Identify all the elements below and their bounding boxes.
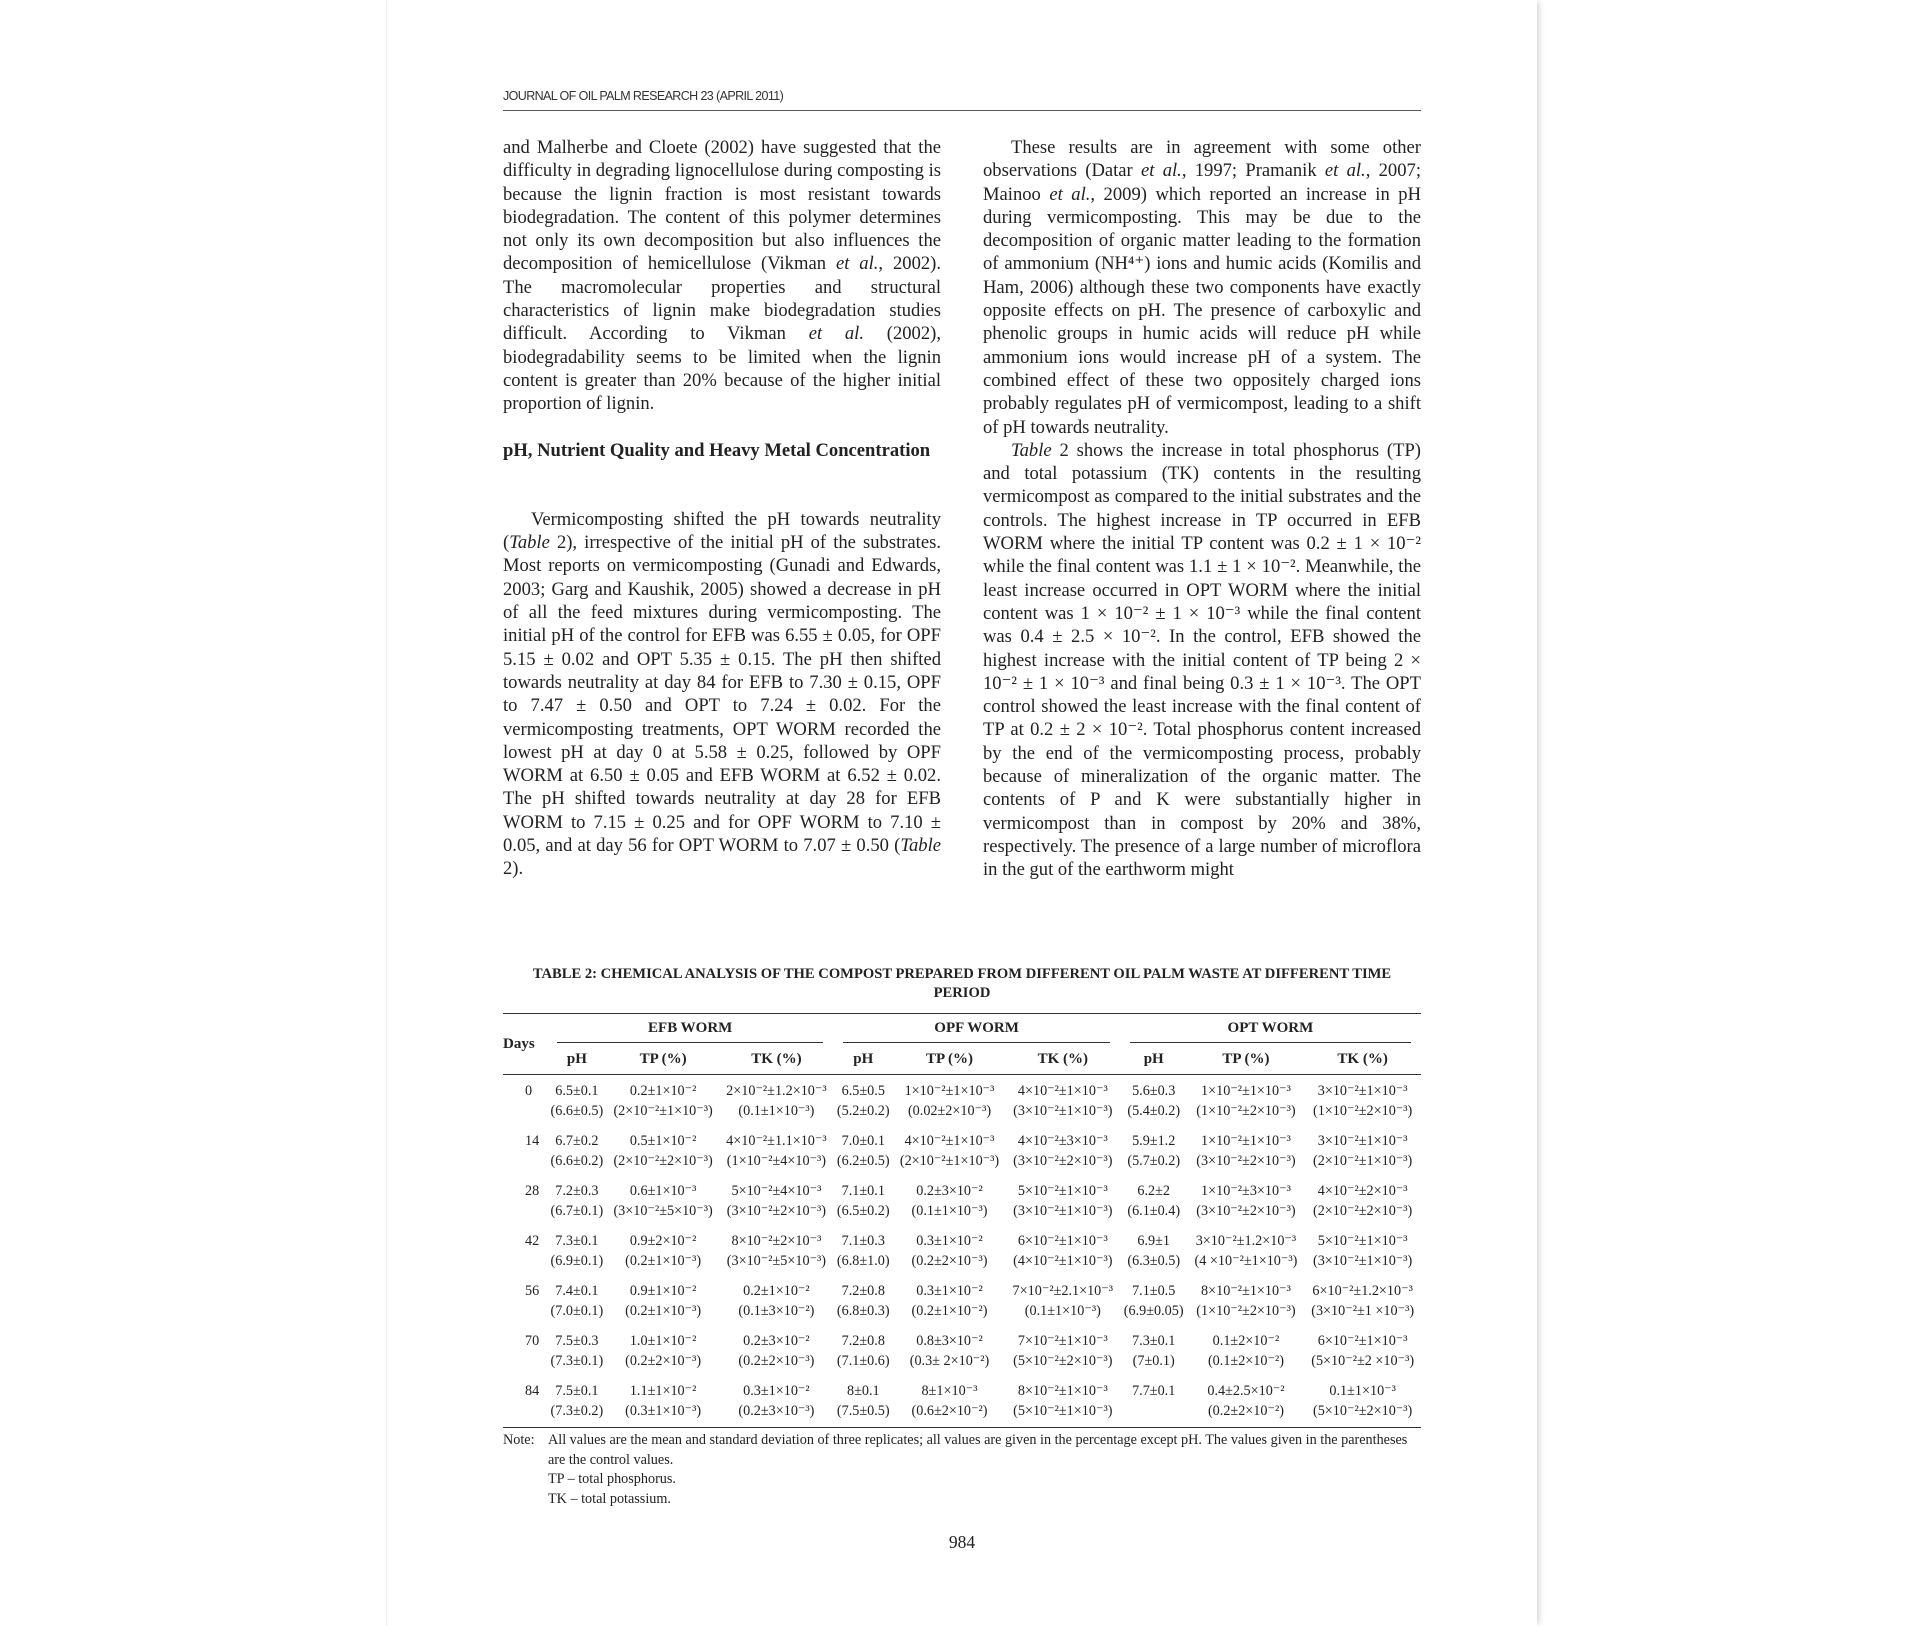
- control-value: (5.7±0.2): [1127, 1153, 1181, 1169]
- treatment-value: 0.2±1×10⁻²: [629, 1083, 697, 1099]
- control-value: (0.3±1×10⁻³): [625, 1403, 702, 1419]
- control-value: (5×10⁻²±2×10⁻³): [1312, 1403, 1413, 1419]
- treatment-value: 6.2±2: [1137, 1183, 1171, 1199]
- treatment-value: 0.2±3×10⁻²: [743, 1333, 810, 1349]
- treatment-value: 7.2±0.3: [555, 1183, 599, 1199]
- treatment-value: 0.9±1×10⁻²: [629, 1283, 697, 1299]
- control-value: (0.2±2×10⁻³): [738, 1353, 815, 1369]
- treatment-value: 0.1±1×10⁻³: [1329, 1383, 1396, 1399]
- table-sub-header-row: [503, 1044, 1421, 1075]
- group-header-opt: OPT WORM: [1120, 1014, 1421, 1045]
- table-group-header-row: [503, 1014, 1421, 1045]
- treatment-value: 7.2±0.8: [841, 1283, 885, 1299]
- control-value: (6.6±0.2): [550, 1153, 604, 1169]
- treatment-value: 1×10⁻²±1×10⁻³: [1201, 1083, 1291, 1099]
- value-cell: [607, 1281, 720, 1331]
- control-value: (0.2±2×10⁻³): [625, 1353, 702, 1369]
- control-value: (7.5±0.5): [836, 1403, 890, 1419]
- value-cell: [1120, 1381, 1188, 1428]
- value-cell: [1120, 1075, 1188, 1132]
- table-body: [503, 1075, 1421, 1428]
- control-value: (0.1±1×10⁻³): [911, 1203, 988, 1219]
- page-number: 984: [948, 1532, 976, 1552]
- value-cell: [547, 1075, 607, 1132]
- control-value: (3×10⁻²±1×10⁻³): [1312, 1253, 1413, 1269]
- treatment-value: 0.2±1×10⁻²: [743, 1283, 810, 1299]
- paragraph-lignin: and Malherbe and Cloete (2002) have suggested that the difficulty in degrading lignocellulose during composting is because the lignin fraction is most resistant towards biodegradation. The content of this polymer determines not only its own decomposition but also influences the decomposition of hemicellulose (Vikman et al., 2002). The macromolecular properties and structural characteristics of lignin make biodegradation studies difficult. According to Vikman et al. (2002), biodegradability seems to be limited when the lignin content is greater than 20% because of the higher initial proportion of lignin.: [503, 137, 942, 415]
- group-header-efb: EFB WORM: [547, 1014, 833, 1045]
- control-value: (6.3±0.5): [1127, 1253, 1181, 1269]
- value-cell: [1006, 1181, 1120, 1231]
- control-value: (3×10⁻²±5×10⁻³): [726, 1253, 827, 1269]
- treatment-value: 6×10⁻²±1×10⁻³: [1017, 1233, 1108, 1249]
- value-cell: [893, 1331, 1006, 1381]
- value-cell: [1120, 1281, 1188, 1331]
- value-cell: [547, 1181, 607, 1231]
- control-value: (2×10⁻²±1×10⁻³): [613, 1103, 713, 1119]
- value-cell: [607, 1231, 720, 1281]
- table-note: [503, 1431, 1421, 1509]
- control-value: (1×10⁻²±2×10⁻³): [1196, 1303, 1296, 1319]
- control-value: (7.0±0.1): [550, 1303, 604, 1319]
- treatment-value: 3×10⁻²±1×10⁻³: [1317, 1133, 1408, 1149]
- control-value: (0.1±1×10⁻³): [1024, 1303, 1101, 1319]
- value-cell: [1188, 1281, 1305, 1331]
- control-value: (0.2±3×10⁻³): [738, 1403, 815, 1419]
- treatment-value: 6×10⁻²±1×10⁻³: [1317, 1333, 1408, 1349]
- treatment-value: 1×10⁻²±3×10⁻³: [1201, 1183, 1291, 1199]
- col-header-tk: TK (%): [751, 1050, 802, 1067]
- value-cell: [1188, 1181, 1305, 1231]
- treatment-value: 2×10⁻²±1.2×10⁻³: [726, 1083, 827, 1099]
- control-value: (0.3± 2×10⁻²): [909, 1353, 990, 1369]
- value-cell: [1120, 1181, 1188, 1231]
- control-value: [1120, 1401, 1188, 1421]
- treatment-value: 3×10⁻²±1×10⁻³: [1317, 1083, 1408, 1099]
- control-value: (0.1±1×10⁻³): [738, 1103, 815, 1119]
- value-cell: [1304, 1231, 1421, 1281]
- control-value: (6.8±1.0): [836, 1253, 890, 1269]
- value-cell: [1188, 1381, 1305, 1428]
- value-cell: [893, 1231, 1006, 1281]
- value-cell: [893, 1281, 1006, 1331]
- treatment-value: 5×10⁻²±1×10⁻³: [1017, 1183, 1108, 1199]
- value-cell: [833, 1075, 893, 1132]
- value-cell: [547, 1281, 607, 1331]
- control-value: (5×10⁻²±2 ×10⁻³): [1311, 1353, 1415, 1369]
- value-cell: [893, 1181, 1006, 1231]
- treatment-value: 8±1×10⁻³: [921, 1383, 978, 1399]
- treatment-value: 8×10⁻²±1×10⁻³: [1201, 1283, 1291, 1299]
- day-cell: 42: [525, 1233, 540, 1249]
- paragraph-agreement: These results are in agreement with some other observations (Datar et al., 1997; Pramanik et al., 2007; Mainoo et al., 2009) which reported an increase in pH during vermicomposting. This may be due to the decomposition of organic matter leading to the formation of ammonium (NH⁴⁺) ions and humic acids (Komilis and Ham, 2006) although these two components have exactly opposite effects on pH. The presence of carboxylic and phenolic groups in humic acids will reduce pH while ammonium ions would increase pH of a system. The combined effect of these two oppositely charged ions probably regulates pH of vermicompost, leading to a shift of pH towards neutrality.: [983, 137, 1422, 438]
- value-cell: [1304, 1381, 1421, 1428]
- day-cell: 0: [525, 1083, 533, 1099]
- control-value: (5×10⁻²±1×10⁻³): [1013, 1403, 1113, 1419]
- day-cell: 70: [525, 1333, 540, 1349]
- col-header-tk: TK (%): [1337, 1050, 1388, 1067]
- treatment-value: 4×10⁻²±1×10⁻³: [1017, 1083, 1108, 1099]
- treatment-value: 0.4±2.5×10⁻²: [1207, 1383, 1285, 1399]
- day-cell: 28: [525, 1183, 540, 1199]
- document-page: [386, 0, 1537, 1626]
- treatment-value: 1×10⁻²±1×10⁻³: [904, 1083, 995, 1099]
- value-cell: [893, 1075, 1006, 1132]
- value-cell: [1120, 1131, 1188, 1181]
- treatment-value: 8×10⁻²±2×10⁻³: [731, 1233, 822, 1249]
- value-cell: [1304, 1331, 1421, 1381]
- chemical-analysis-table: [503, 1013, 1421, 1428]
- table-row: [503, 1231, 1421, 1281]
- control-value: (1×10⁻²±2×10⁻³): [1312, 1103, 1413, 1119]
- value-cell: [719, 1181, 833, 1231]
- table-container: [503, 1013, 1421, 1428]
- control-value: (4 ×10⁻²±1×10⁻³): [1194, 1253, 1298, 1269]
- value-cell: [1304, 1181, 1421, 1231]
- value-cell: [547, 1231, 607, 1281]
- value-cell: [1006, 1231, 1120, 1281]
- treatment-value: 5.9±1.2: [1132, 1133, 1176, 1149]
- control-value: (6.1±0.4): [1127, 1203, 1181, 1219]
- control-value: (3×10⁻²±1 ×10⁻³): [1311, 1303, 1415, 1319]
- value-cell: [1120, 1231, 1188, 1281]
- value-cell: [833, 1231, 893, 1281]
- note-label: Note:: [503, 1432, 535, 1448]
- control-value: (6.5±0.2): [836, 1203, 890, 1219]
- control-value: (0.2±2×10⁻²): [1207, 1403, 1284, 1419]
- control-value: (1×10⁻²±2×10⁻³): [1196, 1103, 1296, 1119]
- treatment-value: 6.7±0.2: [555, 1133, 599, 1149]
- control-value: (2×10⁻²±1×10⁻³): [899, 1153, 1000, 1169]
- value-cell: [1006, 1075, 1120, 1132]
- control-value: (0.2±2×10⁻³): [911, 1253, 988, 1269]
- treatment-value: 0.2±3×10⁻²: [916, 1183, 983, 1199]
- value-cell: [719, 1281, 833, 1331]
- treatment-value: 1.1±1×10⁻²: [629, 1383, 697, 1399]
- left-column: [503, 136, 941, 881]
- treatment-value: 6.9±1: [1137, 1233, 1171, 1249]
- value-cell: [833, 1331, 893, 1381]
- control-value: (3×10⁻²±1×10⁻³): [1013, 1103, 1113, 1119]
- value-cell: [833, 1131, 893, 1181]
- control-value: (7.3±0.1): [550, 1353, 604, 1369]
- treatment-value: 7.1±0.1: [841, 1183, 885, 1199]
- control-value: (3×10⁻²±2×10⁻³): [726, 1203, 827, 1219]
- control-value: (3×10⁻²±1×10⁻³): [1013, 1203, 1113, 1219]
- value-cell: [719, 1131, 833, 1181]
- treatment-value: 7.2±0.8: [841, 1333, 885, 1349]
- control-value: (3×10⁻²±2×10⁻³): [1196, 1153, 1296, 1169]
- value-cell: [1120, 1331, 1188, 1381]
- treatment-value: 6.5±0.1: [555, 1083, 599, 1099]
- value-cell: [1188, 1131, 1305, 1181]
- value-cell: [719, 1381, 833, 1428]
- paragraph-phosphorus: Table 2 shows the increase in total phosphorus (TP) and total potassium (TK) contents in the resulting vermicompost as compared to the initial substrates and the controls. The highest increase in TP occurred in EFB WORM where the initial TP content was 0.2 ± 1 × 10⁻² while the final content was 1.1 ± 1 × 10⁻². Meanwhile, the least increase occurred in OPT WORM where the initial content was 1 × 10⁻² ± 1 × 10⁻³ while the final content was 0.4 ± 2.5 × 10⁻². In the control, EFB showed the highest increase with the initial content of TP being 2 × 10⁻² ± 1 × 10⁻³ and final being 0.3 ± 1 × 10⁻³. The OPT control showed the least increase with the final content of TP at 0.2 ± 2 × 10⁻². Total phosphorus content increased by the end of the vermicomposting process, probably because of mineralization of the organic matter. The contents of P and K were substantially higher in vermicompost than in compost by 20% and 38%, respectively. The presence of a large number of microflora in the gut of the earthworm might: [983, 439, 1421, 881]
- table-row: [503, 1331, 1421, 1381]
- value-cell: [607, 1075, 720, 1132]
- table-row: [503, 1181, 1421, 1231]
- note-line: All values are the mean and standard deviation of three replicates; all values are given in the percentage except pH. The values given in the parentheses are the control values.: [548, 1432, 1408, 1468]
- value-cell: [719, 1331, 833, 1381]
- running-head: JOURNAL OF OIL PALM RESEARCH 23 (APRIL 2011): [503, 89, 1421, 111]
- treatment-value: 5×10⁻²±4×10⁻³: [731, 1183, 822, 1199]
- value-cell: [547, 1331, 607, 1381]
- control-value: (0.2±1×10⁻²): [911, 1303, 988, 1319]
- value-cell: [607, 1131, 720, 1181]
- treatment-value: 8±0.1: [846, 1383, 880, 1399]
- treatment-value: 7.3±0.1: [555, 1233, 599, 1249]
- treatment-value: 0.3±1×10⁻²: [916, 1283, 983, 1299]
- treatment-value: 0.6±1×10⁻³: [629, 1183, 697, 1199]
- treatment-value: 5.6±0.3: [1132, 1083, 1176, 1099]
- col-header-tp: TP (%): [639, 1050, 687, 1067]
- treatment-value: 7×10⁻²±2.1×10⁻³: [1012, 1283, 1114, 1299]
- treatment-value: 1.0±1×10⁻²: [629, 1333, 697, 1349]
- control-value: (0.6±2×10⁻²): [911, 1403, 988, 1419]
- day-cell: 56: [525, 1283, 540, 1299]
- value-cell: [1188, 1075, 1305, 1132]
- col-header-ph: pH: [1143, 1050, 1164, 1067]
- value-cell: [833, 1281, 893, 1331]
- treatment-value: 7.0±0.1: [841, 1133, 885, 1149]
- value-cell: [607, 1381, 720, 1428]
- table-row: [503, 1281, 1421, 1331]
- table-row: [503, 1381, 1421, 1428]
- section-heading: pH, Nutrient Quality and Heavy Metal Concentration: [503, 439, 931, 461]
- group-header-opf: OPF WORM: [833, 1014, 1119, 1045]
- control-value: (6.6±0.5): [550, 1103, 604, 1119]
- treatment-value: 7.1±0.3: [841, 1233, 885, 1249]
- right-column: [983, 136, 1421, 882]
- table-row: [503, 1075, 1421, 1132]
- value-cell: [1304, 1131, 1421, 1181]
- control-value: (6.9±0.1): [550, 1253, 604, 1269]
- control-value: (5.4±0.2): [1127, 1103, 1181, 1119]
- treatment-value: 0.8±3×10⁻²: [916, 1333, 983, 1349]
- control-value: (6.2±0.5): [836, 1153, 890, 1169]
- col-header-ph: pH: [853, 1050, 874, 1067]
- table-row: [503, 1131, 1421, 1181]
- treatment-value: 0.9±2×10⁻²: [629, 1233, 697, 1249]
- value-cell: [547, 1131, 607, 1181]
- col-header-tp: TP (%): [925, 1050, 974, 1067]
- control-value: (7±0.1): [1132, 1353, 1175, 1369]
- day-cell: 84: [525, 1383, 540, 1399]
- control-value: (5.2±0.2): [836, 1103, 890, 1119]
- paragraph-ph: Vermicomposting shifted the pH towards neutrality (Table 2), irrespective of the initial pH of the substrates. Most reports on vermicomposting (Gunadi and Edwards, 2003; Garg and Kaushik, 2005) showed a decrease in pH of all the feed mixtures during vermicomposting. The initial pH of the control for EFB was 6.55 ± 0.05, for OPF 5.15 ± 0.02 and OPT 5.35 ± 0.15. The pH then shifted towards neutrality at day 84 for EFB to 7.30 ± 0.15, OPF to 7.47 ± 0.50 and OPT to 7.24 ± 0.02. For the vermicomposting treatments, OPT WORM recorded the lowest pH at day 0 at 5.58 ± 0.25, followed by OPF WORM at 6.50 ± 0.05 and EFB WORM at 6.52 ± 0.02. The pH shifted towards neutrality at day 28 for EFB WORM to 7.15 ± 0.25 and for OPF WORM to 7.10 ± 0.05, and at day 56 for OPT WORM to 7.07 ± 0.50 (Table 2).: [503, 508, 941, 880]
- value-cell: [1188, 1331, 1305, 1381]
- value-cell: [607, 1331, 720, 1381]
- value-cell: [1006, 1331, 1120, 1381]
- treatment-value: 4×10⁻²±1×10⁻³: [904, 1133, 995, 1149]
- spacer: [503, 485, 941, 508]
- day-cell: 14: [525, 1133, 540, 1149]
- control-value: (7.3±0.2): [550, 1403, 604, 1419]
- control-value: (5×10⁻²±2×10⁻³): [1013, 1353, 1113, 1369]
- table-title: TABLE 2: CHEMICAL ANALYSIS OF THE COMPOST PREPARED FROM DIFFERENT OIL PALM WASTE AT DIFFERENT TIME PERIOD: [532, 966, 1392, 1001]
- treatment-value: 4×10⁻²±1.1×10⁻³: [726, 1133, 827, 1149]
- days-header: Days: [503, 1035, 535, 1052]
- treatment-value: 7.5±0.3: [555, 1333, 599, 1349]
- control-value: (3×10⁻²±2×10⁻³): [1196, 1203, 1296, 1219]
- value-cell: [547, 1381, 607, 1428]
- treatment-value: 0.5±1×10⁻²: [629, 1133, 697, 1149]
- treatment-value: 0.1±2×10⁻²: [1212, 1333, 1280, 1349]
- col-header-tk: TK (%): [1037, 1050, 1088, 1067]
- note-line: TP – total phosphorus.: [548, 1471, 676, 1487]
- value-cell: [833, 1381, 893, 1428]
- control-value: (1×10⁻²±4×10⁻³): [726, 1153, 827, 1169]
- control-value: (3×10⁻²±2×10⁻³): [1013, 1153, 1113, 1169]
- control-value: (0.2±1×10⁻³): [625, 1253, 702, 1269]
- treatment-value: 8×10⁻²±1×10⁻³: [1017, 1383, 1108, 1399]
- value-cell: [719, 1231, 833, 1281]
- value-cell: [719, 1075, 833, 1132]
- treatment-value: 1×10⁻²±1×10⁻³: [1201, 1133, 1291, 1149]
- value-cell: [893, 1131, 1006, 1181]
- value-cell: [1006, 1281, 1120, 1331]
- value-cell: [607, 1181, 720, 1231]
- note-line: TK – total potassium.: [548, 1490, 671, 1507]
- treatment-value: 7.7±0.1: [1132, 1383, 1176, 1399]
- value-cell: [1304, 1075, 1421, 1132]
- treatment-value: 7.1±0.5: [1132, 1283, 1176, 1299]
- treatment-value: 5×10⁻²±1×10⁻³: [1317, 1233, 1408, 1249]
- value-cell: [893, 1381, 1006, 1428]
- control-value: (6.8±0.3): [836, 1303, 890, 1319]
- control-value: (4×10⁻²±1×10⁻³): [1013, 1253, 1113, 1269]
- treatment-value: 7×10⁻²±1×10⁻³: [1017, 1333, 1108, 1349]
- value-cell: [833, 1181, 893, 1231]
- control-value: (2×10⁻²±1×10⁻³): [1312, 1153, 1413, 1169]
- note-body: [548, 1431, 1421, 1509]
- value-cell: [1188, 1231, 1305, 1281]
- treatment-value: 0.3±1×10⁻²: [916, 1233, 983, 1249]
- value-cell: [1304, 1281, 1421, 1331]
- control-value: (7.1±0.6): [836, 1353, 890, 1369]
- value-cell: [1006, 1381, 1120, 1428]
- control-value: (3×10⁻²±5×10⁻³): [613, 1203, 713, 1219]
- control-value: (0.2±1×10⁻³): [625, 1303, 702, 1319]
- control-value: (0.02±2×10⁻³): [907, 1103, 992, 1119]
- treatment-value: 4×10⁻²±3×10⁻³: [1017, 1133, 1108, 1149]
- control-value: (6.7±0.1): [550, 1203, 604, 1219]
- control-value: (2×10⁻²±2×10⁻³): [1312, 1203, 1413, 1219]
- treatment-value: 7.4±0.1: [555, 1283, 599, 1299]
- treatment-value: 7.5±0.1: [555, 1383, 599, 1399]
- control-value: (0.1±2×10⁻²): [1207, 1353, 1284, 1369]
- control-value: (2×10⁻²±2×10⁻³): [613, 1153, 713, 1169]
- control-value: (6.9±0.05): [1123, 1303, 1184, 1319]
- treatment-value: 7.3±0.1: [1132, 1333, 1176, 1349]
- value-cell: [1006, 1131, 1120, 1181]
- treatment-value: 4×10⁻²±2×10⁻³: [1317, 1183, 1408, 1199]
- treatment-value: 6.5±0.5: [841, 1083, 885, 1099]
- col-header-tp: TP (%): [1222, 1050, 1270, 1067]
- treatment-value: 0.3±1×10⁻²: [743, 1383, 810, 1399]
- col-header-ph: pH: [566, 1050, 587, 1067]
- control-value: (0.1±3×10⁻²): [738, 1303, 815, 1319]
- treatment-value: 6×10⁻²±1.2×10⁻³: [1312, 1283, 1413, 1299]
- treatment-value: 3×10⁻²±1.2×10⁻³: [1195, 1233, 1297, 1249]
